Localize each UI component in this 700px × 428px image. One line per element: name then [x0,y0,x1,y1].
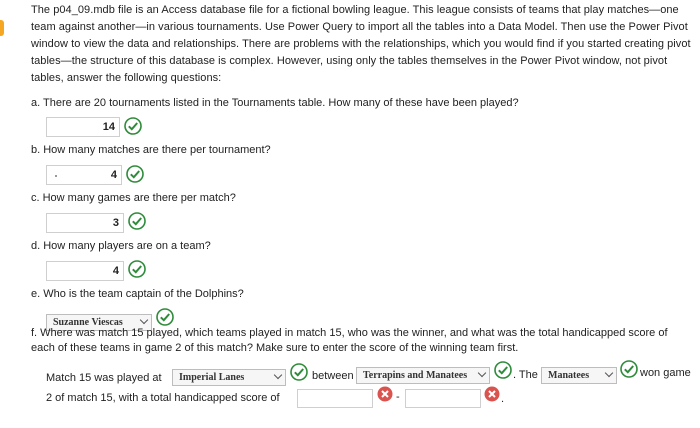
error-icon [484,386,500,402]
period-text: . [501,393,505,405]
question-c-text: c. How many games are there per match? [31,192,236,204]
check-icon [494,361,512,379]
captain-select-value: Suzanne Viescas [53,317,123,328]
dash-text: - [396,391,400,403]
between-text: between [312,370,354,382]
answer-c-input[interactable]: 3 [46,213,124,233]
question-marker [0,20,4,36]
score-line-text: 2 of match 15, with a total handicapped score of [46,392,280,404]
the-text: . The [513,369,538,381]
question-e-text: e. Who is the team captain of the Dolphins? [31,288,244,300]
winner-score-input[interactable] [297,389,373,408]
winner-select-value: Manatees [548,370,590,381]
answer-a-input[interactable]: 14 [46,117,120,137]
check-icon [128,260,146,278]
won-game-text: won game [640,367,691,379]
chevron-down-icon [605,369,613,377]
answer-b-input[interactable]: 4 [46,165,122,185]
check-icon [126,165,144,183]
question-b-text: b. How many matches are there per tournament? [31,144,271,156]
question-a-text: a. There are 20 tournaments listed in the Tournaments table. How many of these have been played? [31,97,519,109]
chevron-down-icon [274,371,282,379]
check-icon [620,360,638,378]
teams-select[interactable] [356,367,490,384]
check-icon [124,117,142,135]
check-icon [156,308,174,326]
answer-d-input[interactable]: 4 [46,261,124,281]
match-prefix-text: Match 15 was played at [46,372,162,384]
chevron-down-icon [140,316,148,324]
error-icon [377,386,393,402]
teams-select-value: Terrapins and Manatees [363,370,468,381]
winner-select[interactable] [541,367,617,384]
loser-score-input[interactable] [405,389,481,408]
check-icon [290,363,308,381]
question-f-text: f. Where was match 15 played, which teams played in match 15, who was the winner, and what was the total handicapped score of each of these teams in game 2 of this match? Make sure to enter the score of the winning team first. [31,327,668,354]
chevron-down-icon [478,369,486,377]
location-select[interactable] [172,369,286,386]
question-d-text: d. How many players are on a team? [31,240,211,252]
cursor-dot [55,175,57,177]
location-select-value: Imperial Lanes [179,372,245,383]
instructions-text: The p04_09.mdb file is an Access database file for a fictional bowling league. This league consists of teams that play matches—one team against another—in various tournaments. Use Power Query to import all the tables into a Data Model. Then use the Power Pivot window to view the data and relationships. There are problems with the relationships, which you would find if you started creating pivot tables—the structure of this database is complex. However, using only the tables themselves in the Power Pivot window, not pivot tables, answer the following questions: [31,4,691,84]
check-icon [128,212,146,230]
